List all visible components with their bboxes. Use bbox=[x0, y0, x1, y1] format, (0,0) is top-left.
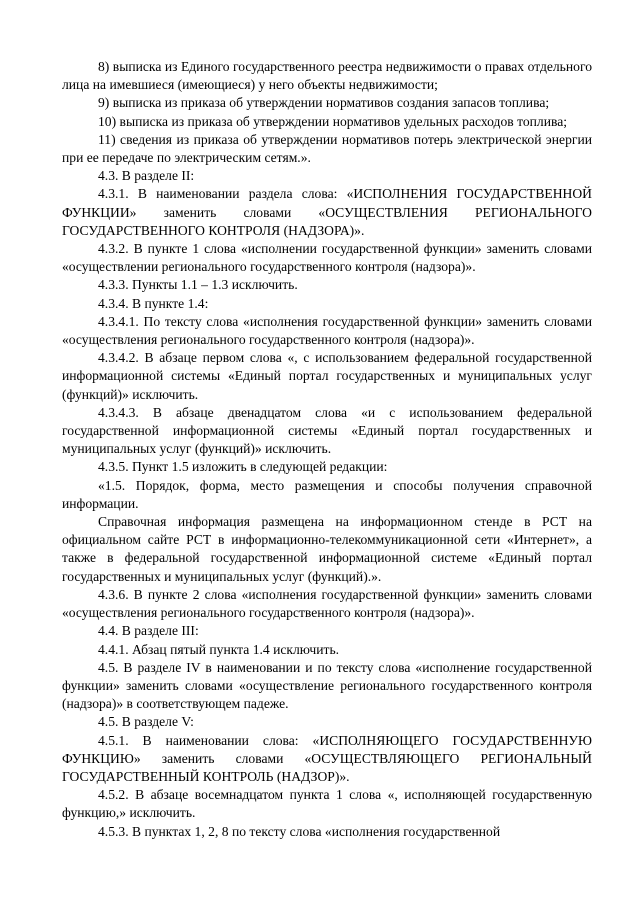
paragraph-4-3-2: 4.3.2. В пункте 1 слова «исполнении государственной функции» заменить словами «осуществлении регионального государственного контроля (надзора)». bbox=[62, 241, 592, 275]
paragraph-4-3-4: 4.3.4. В пункте 1.4: bbox=[98, 295, 209, 311]
paragraph-item-8: 8) выписка из Единого государственного реестра недвижимости о правах отдельного лица на имевшиеся (имеющиеся) у него объекты недвижимости; bbox=[62, 59, 592, 93]
paragraph-4-3-1: 4.3.1. В наименовании раздела слова: «ИСПОЛНЕНИЯ ГОСУДАРСТВЕННОЙ ФУНКЦИИ» заменить словами «ОСУЩЕСТВЛЕНИЯ РЕГИОНАЛЬНОГО ГОСУДАРСТВЕННОГО КОНТРОЛЯ (НАДЗОРА)». bbox=[62, 186, 592, 238]
paragraph-4-3-5: 4.3.5. Пункт 1.5 изложить в следующей редакции: bbox=[98, 459, 388, 475]
paragraph-4-4-1: 4.4.1. Абзац пятый пункта 1.4 исключить. bbox=[98, 641, 340, 657]
paragraph-reference-info: Справочная информация размещена на информационном стенде в РСТ на официальном сайте РСТ в информационно-телекоммуникационной сети «Интернет», а также в федеральной государственной информационной системе «Единый портал государственных и муниципальных услуг (функций).». bbox=[62, 514, 592, 584]
paragraph-4-5-section-iv: 4.5. В разделе IV в наименовании и по тексту слова «исполнение государственной функции» заменить словами «осуществление регионального государственного контроля (надзора)» в соответствующем падеже. bbox=[62, 659, 592, 712]
paragraph-item-9: 9) выписка из приказа об утверждении нормативов создания запасов топлива; bbox=[98, 95, 550, 111]
document-page bbox=[62, 58, 592, 841]
paragraph-item-10: 10) выписка из приказа об утверждении нормативов удельных расходов топлива; bbox=[98, 113, 568, 129]
paragraph-4-3: 4.3. В разделе II: bbox=[98, 168, 195, 184]
paragraph-4-4: 4.4. В разделе III: bbox=[98, 623, 199, 639]
paragraph-quote-1-5: «1.5. Порядок, форма, место размещения и способы получения справочной информации. bbox=[62, 477, 592, 511]
paragraph-4-5-2: 4.5.2. В абзаце восемнадцатом пункта 1 слова «, исполняющей государственную функцию,» исключить. bbox=[62, 787, 592, 821]
paragraph-4-5-3: 4.5.3. В пунктах 1, 2, 8 по тексту слова «исполнения государственной bbox=[98, 823, 501, 839]
paragraph-4-3-4-3: 4.3.4.3. В абзаце двенадцатом слова «и с использованием федеральной государственной информационной системы «Единый портал государственных и муниципальных услуг (функций)» исключить. bbox=[62, 404, 592, 457]
paragraph-4-3-4-1: 4.3.4.1. По тексту слова «исполнения государственной функции» заменить словами «осуществления регионального государственного контроля (надзора)». bbox=[62, 313, 592, 348]
paragraph-4-3-3: 4.3.3. Пункты 1.1 – 1.3 исключить. bbox=[98, 277, 298, 293]
paragraph-4-5-section-v: 4.5. В разделе V: bbox=[98, 714, 194, 730]
paragraph-4-3-6: 4.3.6. В пункте 2 слова «исполнения государственной функции» заменить словами «осуществления регионального государственного контроля (надзора)». bbox=[62, 586, 592, 621]
paragraph-4-5-1: 4.5.1. В наименовании слова: «ИСПОЛНЯЮЩЕГО ГОСУДАРСТВЕННУЮ ФУНКЦИЮ» заменить словами «ОСУЩЕСТВЛЯЮЩЕГО РЕГИОНАЛЬНЫЙ ГОСУДАРСТВЕННЫЙ КОНТРОЛЬ (НАДЗОР)». bbox=[62, 732, 592, 784]
paragraph-4-3-4-2: 4.3.4.2. В абзаце первом слова «, с использованием федеральной государственной информационной системы «Единый портал государственных и муниципальных услуг (функций)» исключить. bbox=[62, 350, 592, 402]
paragraph-item-11: 11) сведения из приказа об утверждении нормативов потерь электрической энергии при ее передаче по электрическим сетям.». bbox=[62, 131, 592, 166]
